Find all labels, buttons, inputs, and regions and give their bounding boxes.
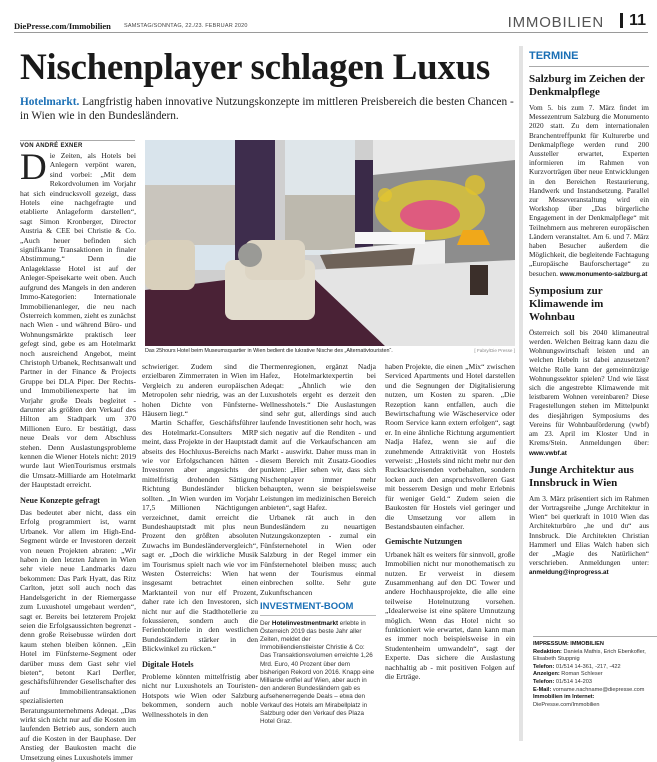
section-label: IMMOBILIEN	[507, 14, 604, 31]
imprint-label: Immobilien im Internet:	[533, 694, 595, 701]
dek-text: Langfristig haben innovative Nutzungskonzepte im mittleren Preisbereich die besten Chancen - in Wien wie in den Bundesländern.	[20, 96, 514, 122]
hotel-room-image	[145, 140, 515, 346]
sidebar-item-text	[529, 103, 649, 279]
imprint-line	[533, 679, 657, 687]
paragraph-text: ie Zeiten, als Hotels bei Anlegern verpönt waren, sind vorbei: „Mit dem Rekordvolumen im Vorjahr hat sich eindrucksvoll gezeigt, dass Hotels eine nachgefragte und etablierte Anlageform darstellen“, sagt Simon Kronberger, Director Austria & CEE bei Christie & Co. „Auch heuer befinden sich signifikante Transaktionen in finaler Abstimmung.“ Denn die Anlageklasse Hotel ist auf der Anleger-Speisekarte weit oben. Auch aufgrund des Mangels in den anderen Immo-Kategorien: Internationale Immobilienanleger, die neu nach Österreich kommen, zieht es zunächst nach Wien - und während Büro- und Wohnungsmärkte praktisch leer gefegt sind, gebe es am Hotelmarkt noch ausreichend Angebot, meint Christoph Urbanek, Rechtsanwalt und Partner in der Finance & Projects Gruppe bei DLA Piper. Der Rechts- und Immobilienexperte hat im Vorjahr große Deals begleitet - darunter als größten den Verkauf des Hilton am Stadtpark um 370 Millionen Euro. Er bestätigt, dass neue Deals vor dem Abschluss stehen. Denn Auslastungsprobleme kennen die Wiener Hotels nicht: 2019 wurde laut WienTourismus erstmals die Umsatz-Milliarde am Hotelmarkt der Hauptstadt erreicht.	[20, 151, 136, 490]
imprint-label: Telefon:	[533, 678, 555, 685]
infobox-bold-term: Hotelinvestmentmarkt	[271, 619, 339, 627]
dek-kicker: Hotelmarkt.	[20, 96, 80, 108]
infobox-text	[260, 620, 376, 727]
subheading-digitale-hotels: Digitale Hotels	[142, 659, 194, 669]
imprint	[533, 636, 657, 709]
hotel-room-photo	[145, 140, 515, 346]
imprint-line	[533, 694, 657, 702]
article-column-4	[385, 362, 515, 741]
infobox-title: INVESTMENT-BOOM	[260, 602, 376, 615]
article-paragraph: Thermenregionen, ergänzt Nadja Hafez, Hotelmarktexpertin bei Adeqat: „Ähnlich wie den Luxushotels ergeht es derzeit den Wellnesshotels.“ Die Auslastungen sind sehr gut, allerdings sind auch laufende Investitionen sehr hoch, was sich negativ auf die Renditen - und damit auf die Verkaufschancen am Markt - auswirkt. Daher muss man in diesem Bereich mit Zusatz-Goodies punkten: „Hier sehen wir, dass sich Nischenplayer immer mehr behaupten, wenn sie beispielsweise Leistungen im medizinischen Bereich anbieten“, sagt Hafez.	[260, 362, 376, 513]
article-paragraph: Martin Schaffer, Geschäftsführer des Hotelmarkt-Consulters MRP meint, dass Projekte in der Hauptstadt abseits des Hochluxus-Bereichs nach wie vor Erfolgschancen hätten - Investoren aber angesichts der mittelfristig drohenden Sättigung Richtung Bundesländer blicken sollten. „In Wien wurden im Vorjahr 17,5 Millionen Nächtigungen verzeichnet, damit erreicht die Bundeshauptstadt mit plus neun Prozent den größten absoluten Zuwachs im Bundesländervergleich“, sagt er. „Doch die wirkliche Musik im Tourismus spielt nach wie vor im Westen Österreichs: Wien hat insgesamt betrachtet einen Marktanteil von nur elf Prozent, daher rate ich den Investoren, sich nicht nur auf die Stadthotellerie zu fokussieren, sondern auch die Ferienhotellerie in den westlichen Bundesländern stärker in den Blickwinkel zu rücken.“	[142, 418, 258, 654]
article-paragraph	[20, 147, 136, 490]
article-column-2	[142, 362, 258, 741]
article-paragraph: schwieriger. Zudem sind die erzielbaren Zimmerraten in Wien im Vergleich zu anderen europäischen Metropolen sehr niedrig, was an der hohen Dichte von Fünfsterne-Häusern liegt.“	[142, 362, 258, 419]
imprint-label: Telefon:	[533, 663, 555, 670]
imprint-label: Redaktion:	[533, 648, 562, 655]
masthead-date: SAMSTAG/SONNTAG, 22./23. FEBRUAR 2020	[124, 23, 248, 29]
imprint-label: E-Mail:	[533, 686, 552, 693]
article-column-3	[260, 362, 376, 741]
imprint-title: IMPRESSUM: IMMOBILIEN	[533, 641, 604, 647]
masthead-brand[interactable]: DiePresse.com/Immobilien	[14, 21, 111, 31]
infobox-text-before: Der	[260, 619, 272, 627]
imprint-value: Roman Schleser	[559, 671, 603, 678]
sidebar-item-text	[529, 328, 649, 458]
sidebar-item	[529, 464, 649, 578]
imprint-value: vorname.nachname@diepresse.com	[551, 686, 645, 693]
article-dek	[20, 96, 515, 123]
photo-credit: [ Fabry/Die Presse ]	[474, 348, 515, 353]
imprint-value: 01/514 14-203	[554, 678, 592, 685]
article-paragraph: Das bedeutet aber nicht, dass ein Erfolg programmiert ist, warnt Urbanek. Vor allem im High-End-Segment würde er Investoren derzeit von neuen Projekten abraten: „Wir haben in den letzten Jahren in Wien sehr viele neue Landmarks dazu bekommen: Das Park Hyatt, das Ritz Carlton, jetzt soll auch noch das Handelsgericht in der Riemergasse zum Luxushotel umgebaut werden“, sagt er. Bereits bei letzterem Projekt seien die Erfolgsaussichten begrenzt - denn große Reisebusse würden dort kaum stehen bleiben können. „Ein Hotel im Fünfsterne-Segment oder darüber muss dem Gast sehr viel bieten“, betont Karl Derfler, geschäftsführender Gesellschafter des auf Immobilientransaktionen spezialisierten Beratungsunternehmens Adeqat. „Das wirkt sich nicht nur auf die Kosten im laufenden Betrieb aus, sondern auch auf die Kosten in der Bauphase. Der Anstieg der Baukosten macht die Umsetzung eines Luxushotels immer	[20, 508, 136, 762]
imprint-line	[533, 687, 657, 695]
imprint-label: Anzeigen:	[533, 671, 560, 678]
article-paragraph: Urbanek hält es weiters für sinnvoll, große Immobilien nicht nur monothematisch zu nutzen. Er verweist in diesem Zusammenhang auf den DC Tower und andere Hochhausprojekte, die alle eine teilweise Hotelnutzung vorsehen. „Idealerweise ist eine spätere Umnutzung möglich. Wenn das Hotel nicht so funktioniert wie erwartet, dann kann man es immer noch beispielsweise in ein Studentenheim umwandeln“, sagt der Experte. Das sichere die Auslastung nachhaltig ab - mit positiven Folgen auf die Erträge.	[385, 549, 515, 681]
imprint-line	[533, 649, 657, 664]
article-paragraph: Urbanek rät auch in den Bundesländern zu neuartigen Nutzungskonzepten - zumal ein Fünfsternehotel in Wien oder Salzburg in der Regel immer ein Fünfsternehotel bleiben muss; auch wenn der Tourismus einmal einbrechen sollte. Sehr gute Zukunftschancen	[260, 512, 376, 597]
infobox-text-after: erlebte in Österreich 2019 das beste Jahr aller Zeiten, meldet der Immobiliendienstleister Christie & Co: Das Transaktionsvolumen erreichte 1,26 Mrd. Euro, 40 Prozent über dem bisherigen Rekord von 2016. Knapp eine Milliarde entfiel auf Wien, aber auch in den anderen Bundesländern gab es aufsehenerregende Deals – etwa den Verkauf des Hotels am Mirabellplatz in Salzburg oder den Verkauf des Plaza Hotel Graz.	[260, 619, 375, 725]
imprint-value: Daniela Mathis, Erich Ebenkofler, Elisabeth Stuppnig	[533, 648, 646, 663]
subheading-gemischte-nutzungen: Gemischte Nutzungen	[385, 537, 463, 547]
sidebar-item-link[interactable]: anmeldung@inprogress.at	[529, 569, 609, 577]
page-number: 11	[620, 13, 646, 28]
sidebar-title: TERMINE	[529, 46, 649, 67]
imprint-line	[533, 671, 657, 679]
article-paragraph: haben Projekte, die einen „Mix“ zwischen Serviced Apartments und Hotel darstellen und die Segnungen der Digitalisierung nutzen, um Kosten zu sparen. „Die Rezeption kann entfallen, auch die Bewirtschaftung wie Wäscheservice oder Room Service kann extern erfolgen“, sagt er. In eine ähnliche Richtung argumentiert Nadja Hafez, wenn sie auf die zunehmende Attraktivität von Hostels verweist: „Hostels sind nicht mehr nur den Rucksackreisenden vorbehalten, sondern locken auch den anspruchsvolleren Gast mit besserem Design und mehr Erlebnis für weniger Geld.“ Zudem seien die Baukosten für Hostels viel geringer und die Umsetzung vor allem in Bestandsbauten einfacher.	[385, 362, 515, 531]
imprint-line	[533, 664, 657, 672]
article-headline: Nischenplayer schlagen Luxus	[20, 47, 490, 88]
photo-caption	[145, 348, 515, 354]
termine-sidebar	[519, 46, 649, 741]
sidebar-item-text	[529, 494, 649, 578]
sidebar-item-link[interactable]: www.monumento-salzburg.at	[559, 270, 648, 278]
imprint-url[interactable]: DiePresse.com/Immobilien	[533, 701, 600, 708]
caption-text: Das 25hours Hotel beim Museumsquartier in Wien bedient die lukrative Nische des „Alternativtouristen“.	[145, 348, 393, 354]
dropcap: D	[20, 147, 47, 188]
subheading-neue-konzepte: Neue Konzepte gefragt	[20, 495, 101, 505]
sidebar-item	[529, 285, 649, 458]
imprint-value: 01/514 14-361, -217, -422	[554, 663, 621, 670]
sidebar-item-body: Am 3. März präsentiert sich im Rahmen der Vortragsreihe „Junge Architektur in Wien“ bei querkraft in 1010 Wien das Architekturbüro „he und du“ aus Innsbruck. Die Architekten Christian Hammerl und Elias Walch haben sich der „Magie des Natürlichen“ verschrieben. Anmeldungen unter:	[529, 493, 649, 568]
masthead	[14, 0, 648, 33]
sidebar-item-heading: Salzburg im Zeichen der Denkmalpflege	[529, 73, 645, 98]
sidebar-item-heading: Symposium zur Klimawende im Wohnbau	[529, 284, 604, 323]
investment-boom-box	[260, 602, 376, 726]
sidebar-item-link[interactable]: www.vwbf.at	[529, 449, 567, 457]
sidebar-item	[529, 73, 649, 279]
sidebar-item-heading: Junge Architektur aus Innsbruck in Wien	[529, 463, 634, 489]
byline: VON ANDRÉ EXNER	[20, 140, 135, 149]
sidebar-item-body: Österreich soll bis 2040 klimaneutral werden. Welchen Beitrag kann dazu die Wohnungswirtschaft leisten und an welchen Hebeln ist dabei anzusetzen? Welche Rolle kann der gemeinnützige Wohnungssektor spielen? Und wie lässt sich die angestrebte Klimawende mit leistbarem Wohnen vereinbaren? Diese Fragestellungen stehen im Mittelpunkt des diesjährigen Symposiums des Vereins für Wohnbauförderung (vwbf) am 23. April im Kloster Und in Krems/Stein. Anmeldungen über:	[529, 327, 649, 448]
sidebar-item-body: Vom 5. bis zum 7. März findet im Messezentrum Salzburg die Monumento 2020 statt. Zu dem internationalen Branchentreffpunkt für Kulturerbe und Denkmalpflege werden rund 200 Aussteller erwartet, Experten informieren im Rahmen von Kurzvorträgen über neue Entwicklungen in den Bereichen Restaurierung, Handwerk und Instandsetzung. Parallel zur Messeveranstaltung wird ein Workshop über „Das bürgerliche Engagement in der Denkmalpflege“ mit Teilnehmern aus mehreren europäischen Ländern veranstaltet. Am 6. und 7. März haben Besucher außerdem die Möglichkeit, die begleitende Fachtagung „Europäische Bauforschertage“ zu besuchen.	[529, 103, 649, 278]
article-paragraph: Probleme könnten mittelfristig aber nicht nur Luxushotels an Touristen-Hotspots wie Wien oder Salzburg bekommen, sondern auch noble Wellnesshotels in den	[142, 672, 258, 719]
article-column-1	[20, 147, 136, 762]
